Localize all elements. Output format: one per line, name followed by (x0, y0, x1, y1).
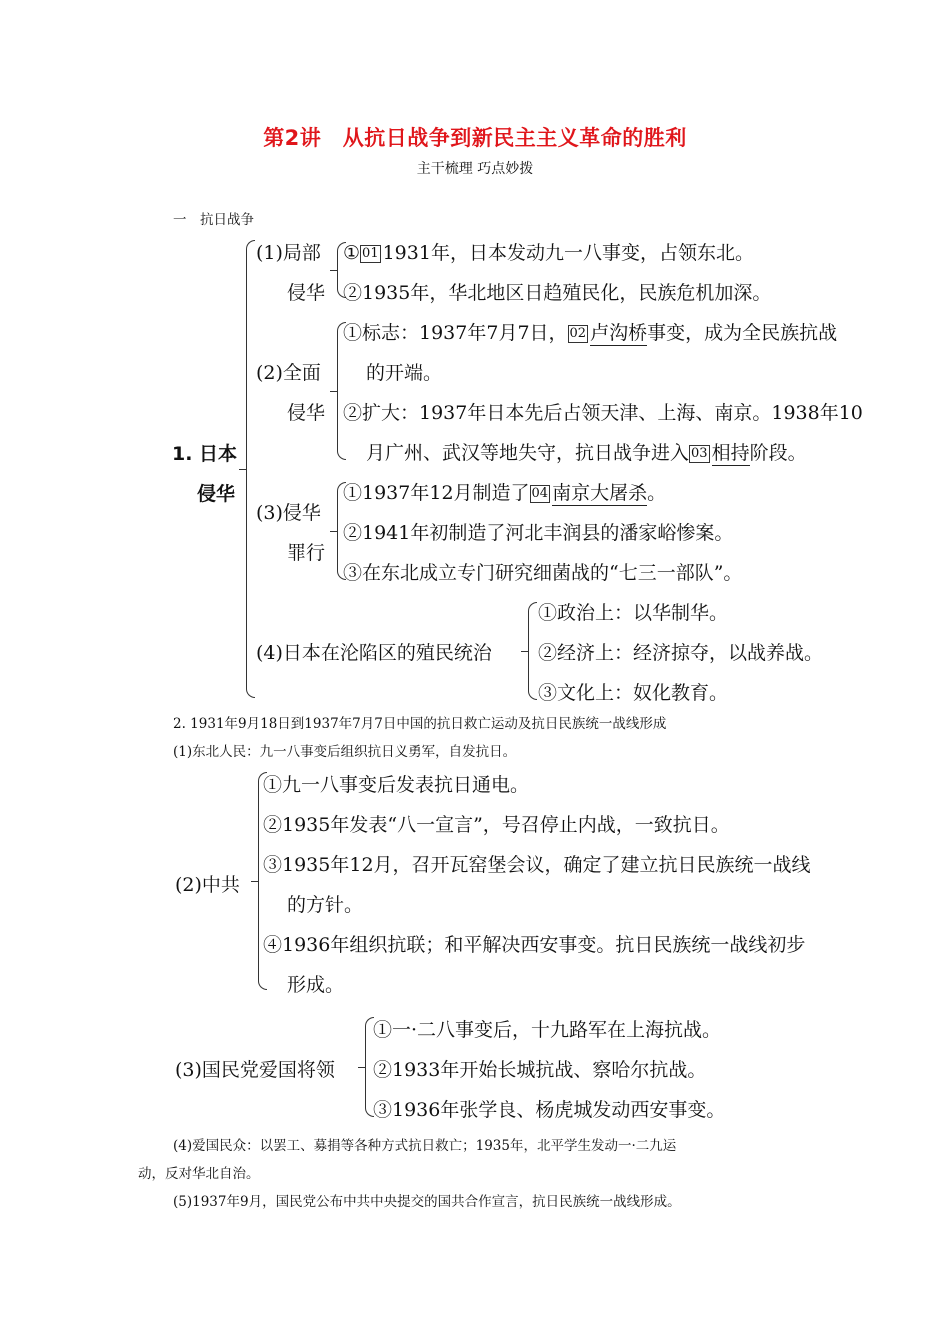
invasion-brace (246, 240, 255, 698)
page-subtitle: 主干梳理 巧点妙拨 (416, 161, 534, 177)
full-invasion-label: (2)全面 (256, 362, 321, 384)
kmt-item-2: ②1933年开始长城抗战、察哈尔抗战。 (373, 1059, 707, 1081)
resistance-p4-cont: 动，反对华北自治。 (138, 1166, 260, 1182)
ccp-item-2: ②1935年发表“八一宣言”，号召停止内战，一致抗日。 (263, 814, 730, 836)
page-title: 第2讲 从抗日战争到新民主主义革命的胜利 (263, 126, 687, 150)
full-item-1-cont: 的开端。 (366, 362, 443, 384)
resistance-p5: (5)1937年9月，国民党公布中共中央提交的国共合作宣言，抗日民族统一战线形成。 (173, 1194, 681, 1210)
answer-number-box: 02 (569, 326, 587, 341)
colonial-item-3: ③文化上：奴化教育。 (538, 682, 729, 704)
local-invasion-label: (1)局部 (256, 242, 321, 264)
ccp-label: (2)中共 (175, 874, 240, 896)
ccp-item-4: ④1936年组织抗联；和平解决西安事变。抗日民族统一战线初步 (263, 934, 806, 956)
crimes-item-2: ②1941年初制造了河北丰润县的潘家峪惨案。 (343, 522, 734, 544)
colonial-label: (4)日本在沦陷区的殖民统治 (256, 642, 492, 664)
crimes-label-2: 罪行 (287, 542, 326, 564)
key-term: 卢沟桥 (590, 322, 648, 344)
answer-number-box: 03 (691, 446, 708, 461)
full-invasion-label-2: 侵华 (287, 402, 326, 424)
ccp-item-1: ①九一八事变后发表抗日通电。 (263, 774, 530, 796)
answer-number-box: 04 (531, 486, 549, 501)
ccp-item-3-cont: 的方针。 (287, 894, 364, 916)
full-item-1: ①标志：1937年7月7日， 02 卢沟桥事变，成为全民族抗战 (343, 322, 838, 344)
colonial-item-1: ①政治上：以华制华。 (538, 602, 729, 624)
resistance-p4: (4)爱国民众：以罢工、募捐等各种方式抗日救亡；1935年，北平学生发动一·二九运 (173, 1138, 677, 1154)
local-item-2: ②1935年，华北地区日趋殖民化，民族危机加深。 (343, 282, 772, 304)
answer-number-box: 01 (362, 246, 379, 261)
invasion-label-2: 侵华 (197, 483, 236, 505)
full-item-2: ②扩大：1937年日本先后占领天津、上海、南京。1938年10 (343, 402, 863, 424)
section-heading: 一 抗日战争 (173, 212, 254, 228)
ccp-item-4-cont: 形成。 (287, 974, 345, 996)
ccp-brace (258, 772, 267, 990)
kmt-item-3: ③1936年张学良、杨虎城发动西安事变。 (373, 1099, 726, 1121)
kmt-item-1: ①一·二八事变后，十九路军在上海抗战。 (373, 1019, 722, 1041)
colonial-item-2: ②经济上：经济掠夺，以战养战。 (538, 642, 824, 664)
colonial-brace (528, 602, 537, 700)
key-term: 相持 (711, 442, 750, 464)
local-invasion-label-2: 侵华 (287, 282, 326, 304)
key-term: 南京大屠杀 (552, 482, 648, 504)
full-item-2-cont: 月广州、武汉等地失守，抗日战争进入 03 相持阶段。 (366, 442, 807, 464)
crimes-item-1: ①1937年12月制造了 04 南京大屠杀。 (343, 482, 667, 504)
crimes-label: (3)侵华 (256, 502, 321, 524)
kmt-label: (3)国民党爱国将领 (175, 1059, 335, 1081)
ccp-item-3: ③1935年12月，召开瓦窑堡会议，确定了建立抗日民族统一战线 (263, 854, 811, 876)
resistance-heading: 2. 1931年9月18日到1937年7月7日中国的抗日救亡运动及抗日民族统一战线形成 (173, 716, 667, 732)
resistance-p1: (1)东北人民：九一八事变后组织抗日义勇军，自发抗日。 (173, 744, 517, 760)
crimes-item-3: ③在东北成立专门研究细菌战的“七三一部队”。 (343, 562, 743, 584)
local-item-1: ① 01 1931年，日本发动九一八事变，占领东北。 (343, 242, 754, 264)
invasion-label: 1. 日本 (172, 443, 238, 465)
